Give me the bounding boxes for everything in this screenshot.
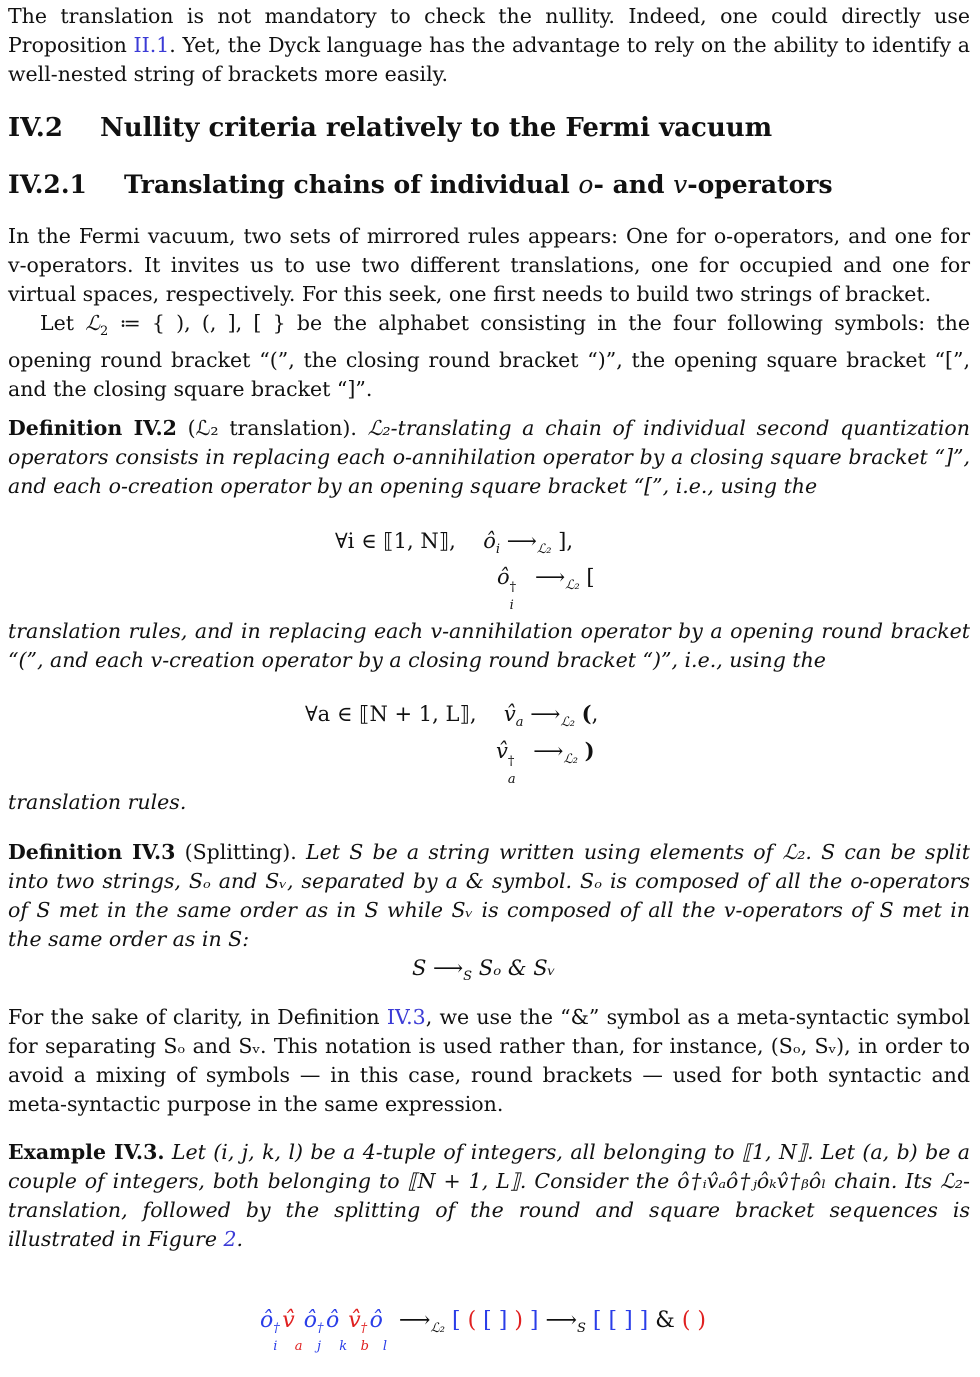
paragraph-clarity — [8, 1003, 970, 1119]
section-title: Nullity criteria relatively to the Fermi vacuum — [100, 113, 773, 143]
example-body-end: . — [236, 1227, 244, 1251]
definition-iv2 — [8, 414, 970, 501]
definition-link[interactable]: IV.3 — [386, 1005, 426, 1029]
ampersand: & — [655, 1308, 675, 1333]
arrow-sub: ℒ₂ — [565, 578, 580, 593]
alphabet-symbol: ℒ — [85, 311, 100, 335]
clarity-text-end: , we use the “&” symbol as a meta-syntactic symbol for separating Sₒ and Sᵥ. This notation is used rather than, for instance, (Sₒ, Sᵥ), in order to avoid a mixing of symbols — in this case, round brackets — used for both syntactic and meta-syntactic purpose in the same expression. — [8, 1005, 970, 1116]
index: a — [515, 715, 524, 730]
clarity-text: For the sake of clarity, in Definition — [8, 1005, 387, 1029]
chain-operator — [260, 1308, 282, 1354]
index: i — [509, 598, 514, 613]
arrow: ⟶ — [533, 739, 564, 763]
definition-body: Let S be a string written using elements of ℒ₂. S can be split into two strings, Sₒ and Sᵥ, separated by a & symbol. Sₒ is composed of all the o-operators of S met in the same order as in S while Sᵥ is composed of all the v-operators of S met in the same order as in S: — [8, 840, 970, 951]
intro-paragraph — [8, 2, 970, 89]
operator-symbol: ô — [325, 1308, 340, 1333]
arrow: ⟶ — [530, 702, 561, 726]
opening-round-bracket: ( — [581, 701, 592, 726]
definition-title: (Splitting). — [184, 840, 297, 864]
section-heading — [8, 112, 772, 144]
alphabet-definition: ≔ { ), (, ], [ } — [108, 311, 286, 335]
definition-iv2-end: translation rules. — [8, 790, 187, 814]
example-body: Let (i, j, k, l) be a 4-tuple of integers, all belonging to ⟦1, N⟧. Let (a, b) be a couple of integers, both belonging to ⟦N + 1, L⟧. Consider the ô†ᵢv̂ₐô†ⱼôₖv̂†ᵦôₗ chain. Its ℒ₂-translation, followed by the splitting of the round and square bracket sequences is illustrated in Figure — [8, 1140, 970, 1251]
operator-chain — [260, 1308, 392, 1354]
arrow-split: ⟶ — [545, 1308, 578, 1333]
arrow-sub: ℒ₂ — [430, 1321, 445, 1336]
arrow-translate: ⟶ — [398, 1308, 431, 1333]
translated-bracket: [ — [452, 1308, 468, 1333]
operator-symbol: v̂ — [348, 1308, 361, 1333]
example-iv3 — [8, 1138, 970, 1254]
operator-symbol: ô — [369, 1308, 383, 1333]
opening-square-bracket: [ — [586, 565, 595, 589]
arrow-sub: S — [577, 1321, 586, 1336]
dagger: † — [273, 1321, 280, 1336]
proposition-link[interactable]: II.1 — [133, 33, 170, 57]
translated-brackets — [452, 1308, 545, 1333]
definition-iv3 — [8, 838, 970, 954]
dagger: † — [507, 754, 515, 769]
arrow: ⟶ — [506, 529, 537, 553]
subsection-heading — [8, 169, 833, 201]
definition-body: ℒ₂-translating a chain of individual second quantization operators consists in replacing each o-annihilation operator by a closing square bracket “]”, and each o-creation operator by an opening square bracket “[”, i.e., using the — [8, 416, 970, 498]
equation-o-rules-line1: ∀i ∈ ⟦1, N⟧, $ô_i$ $⟶_{ℒ_2}$ ], — [335, 529, 573, 557]
index: a — [294, 1339, 303, 1354]
chain-operator — [282, 1308, 303, 1354]
operator-symbol: ô — [260, 1308, 274, 1333]
round-bracket-sequence: ( ) — [681, 1308, 706, 1333]
arrow-sub: ℒ₂ — [563, 752, 578, 767]
alphabet-symbol-sub: 2 — [99, 324, 109, 339]
splitting-rhs: Sₒ & Sᵥ — [478, 956, 556, 980]
dagger: † — [509, 580, 517, 595]
figure-link[interactable]: 2 — [223, 1227, 237, 1251]
subsection-title-part: -operators — [687, 170, 833, 199]
translated-bracket: ) — [514, 1308, 530, 1333]
chain-operator — [348, 1308, 369, 1354]
operator-symbol: v̂ — [282, 1308, 295, 1333]
translated-bracket: ] — [529, 1308, 546, 1333]
paragraph-fermi-vacuum: In the Fermi vacuum, two sets of mirrored rules appears: One for o-operators, and one for v-operators. It invites us to use two different translations, one for occupied and one for virtual spaces, respectively. For this seek, one first needs to build two strings of bracket. — [8, 224, 970, 306]
translated-bracket: ] — [498, 1308, 515, 1333]
index: l — [382, 1339, 388, 1354]
example-label: Example IV.3. — [8, 1140, 165, 1164]
subsection-title-v: v — [673, 170, 688, 199]
definition-title: (ℒ₂ translation). — [187, 416, 357, 440]
arrow-sub: S — [463, 969, 473, 984]
alphabet-description: be the alphabet consisting in the four following symbols: the opening round bracket “(”, the closing round bracket “)”, the opening square bracket “[”, and the closing square bracket “]”. — [8, 311, 971, 401]
intro-text: The translation is not mandatory to check the nullity. Indeed, one could directly use Proposition — [8, 4, 970, 57]
definition-label: Definition IV.2 — [8, 416, 177, 440]
equation-v-rules-line2 — [496, 737, 595, 787]
intro-text-end: . Yet, the Dyck language has the advantage to rely on the ability to identify a well-nested string of brackets more easily. — [8, 33, 970, 86]
equation-o-rules-line2 — [497, 563, 595, 613]
v-creation-operator: v̂ — [496, 739, 508, 763]
paragraph-alphabet — [8, 309, 970, 404]
index: k — [339, 1339, 348, 1354]
arrow-sub: ℒ₂ — [560, 715, 575, 730]
quantifier: ∀a ∈ ⟦N + 1, L⟧, — [305, 702, 477, 726]
subsection-title-part: Translating chains of individual — [124, 170, 579, 199]
subsection-title-part: - and — [593, 170, 674, 199]
figure-equation — [260, 1307, 706, 1354]
definition-label: Definition IV.3 — [8, 840, 176, 864]
translated-bracket: ( — [467, 1308, 484, 1333]
equation-v-rules-line1: ∀a ∈ ⟦N + 1, L⟧, $v̂_a$ $⟶_{ℒ_2}$ (, — [305, 701, 599, 730]
chain-operator — [325, 1308, 348, 1354]
index: j — [316, 1339, 321, 1354]
v-annihilation-operator: v̂ — [503, 702, 516, 726]
chain-operator — [303, 1308, 326, 1354]
chain-operator — [369, 1308, 392, 1354]
operator-symbol: ô — [303, 1308, 317, 1333]
closing-square-bracket: ] — [558, 529, 567, 553]
dagger: † — [360, 1321, 368, 1336]
subsection-title-o: o — [578, 170, 594, 199]
subsection-number: IV.2.1 — [8, 170, 87, 199]
definition-iv2-continued: translation rules, and in replacing each v-annihilation operator by a opening round bracket “(”, and each v-creation operator by a closing round bracket “)”, i.e., using the — [8, 619, 970, 672]
translated-bracket: [ — [483, 1308, 499, 1333]
square-bracket-sequence: [ [ ] ] — [592, 1308, 649, 1333]
index: b — [360, 1339, 369, 1354]
arrow-sub: ℒ₂ — [536, 542, 552, 557]
quantifier: ∀i ∈ ⟦1, N⟧, — [335, 529, 456, 553]
equation-splitting — [412, 954, 556, 991]
section-number: IV.2 — [8, 113, 63, 143]
o-creation-operator: ô — [497, 565, 510, 589]
arrow: ⟶ — [535, 565, 566, 589]
closing-round-bracket: ) — [584, 738, 595, 763]
index: a — [507, 772, 516, 787]
dagger: † — [316, 1321, 324, 1336]
o-annihilation-operator: ô — [483, 529, 496, 553]
index: i — [495, 542, 501, 557]
splitting-lhs: S ⟶ — [412, 956, 464, 980]
index: i — [273, 1339, 278, 1354]
alphabet-prefix: Let — [40, 311, 86, 335]
